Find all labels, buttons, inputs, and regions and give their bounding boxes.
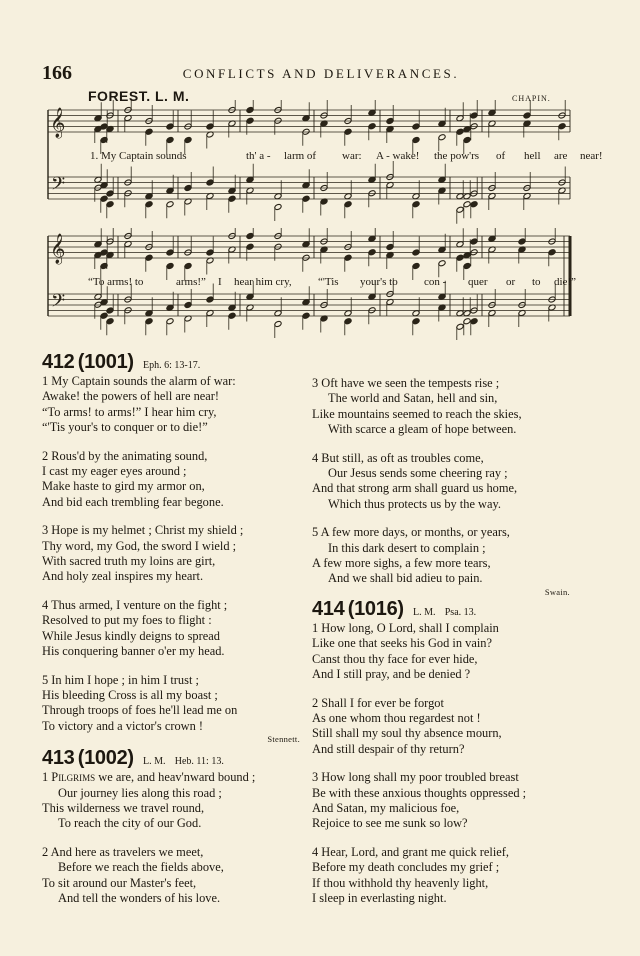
hymn-meter: L. M. [413,606,436,618]
lyric: “To arms! to [88,276,144,288]
verse-line: A few more sighs, a few more tears, [312,556,491,571]
verse-line: The world and Satan, hell and sin, [328,391,498,406]
verse-line: And I still pray, and be denied ? [312,667,471,682]
verse-line: 3 Hope is my helmet ; Christ my shield ; [42,523,244,538]
lyric: th' a - [246,150,271,162]
verse-line: Make haste to gird my armor on, [42,479,205,494]
right-column [312,376,574,906]
lyric: con - [424,276,447,288]
lyric: 1. My Captain sounds [90,150,187,162]
hymn-413-verse-1 [42,770,304,832]
verse-line: Thy word, my God, the sword I wield ; [42,538,237,553]
hymn-header-414 [312,597,574,621]
hymn-header-413 [42,746,304,770]
verse-line: His bleeding Cross is all my boast ; [42,687,218,702]
verse-line: 3 How long shall my poor troubled breast [312,770,519,785]
hymn-413-verse-4 [312,451,574,513]
lyric: near! [580,150,603,162]
verse-line: 5 A few more days, or months, or years, [312,525,510,540]
hymn-414-verse-4 [312,845,574,907]
svg-text:𝄢: 𝄢 [51,174,66,199]
lyric: “'Tis [318,276,339,288]
verse-line: Like mountains seemed to reach the skies, [312,406,522,421]
verse-line: And we shall bid adieu to pain. [328,571,483,586]
verse-line: 4 Thus armed, I venture on the fight ; [42,597,228,612]
lyric: war: [342,150,362,162]
hymn-header-412 [42,350,304,374]
hymn-number: 414 [312,597,345,620]
lyric-line-2 [88,276,576,288]
hymn-413-verse-5 [312,525,574,587]
hymn-412-verse-2 [42,449,304,511]
music-system-1 [42,100,574,225]
lyric: the pow'rs [434,150,480,162]
left-column [42,350,304,906]
lyric: of [496,150,506,162]
verse-line: 2 Rous'd by the animating sound, [42,448,208,463]
verse-line: Rejoice to see me sunk so low? [312,816,468,831]
hymn-alt-number: (1016) [347,597,404,620]
verse-line: 3 Oft have we seen the tempests rise ; [312,376,500,390]
verse-line: And holy zeal inspires my heart. [42,569,204,584]
verse-line: With scarce a gleam of hope between. [328,422,517,437]
verse-line: His conquering banner o'er my head. [42,644,225,659]
lyric: A - wake! [376,150,420,162]
lyric: hear him cry, [234,276,292,288]
verse-line: I cast my eager eyes around ; [42,464,187,479]
verse-line: 2 And here as travelers we meet, [42,844,204,859]
hymn-413-verse-2 [42,845,304,907]
hymn-number: 413 [42,747,75,770]
lyric: larm of [284,150,317,162]
running-title: CONFLICTS AND DELIVERANCES. [182,66,460,81]
lyric-line-1 [90,150,603,162]
svg-text:𝄞: 𝄞 [50,234,66,264]
verse-line: To victory and a victor's crown ! [42,718,204,733]
verse-line: If thou withhold thy heavenly light, [312,875,489,890]
hymn-414-verse-3 [312,770,574,832]
verse-line: And Satan, my malicious foe, [312,800,460,815]
verse-line: “'Tis your's to conquer or to die!” [42,420,208,435]
hymn-414-verse-2 [312,696,574,758]
hymn-413-verse-3 [312,376,574,438]
verse-line: Which thus protects us by the way. [328,496,501,511]
lyric: arms!” [176,276,206,288]
verse-line: In this dark desert to complain ; [328,540,486,555]
verse-line: 4 Hear, Lord, and grant me quick relief, [312,844,509,859]
verse-line: 2 Shall I for ever be forgot [312,695,444,710]
verse-line: While Jesus kindly deigns to spread [42,628,220,643]
verse-line: And that strong arm shall guard us home, [312,481,518,496]
verse-line: Before we reach the fields above, [58,860,224,875]
svg-text:𝄞: 𝄞 [50,108,66,138]
verse-line: To reach the city of our God. [58,816,202,831]
hymn-reference: Psa. 13. [444,606,477,618]
verse-line: As one whom thou regardest not ! [312,710,481,725]
hymn-412-verse-4 [42,598,304,660]
hymn-412-verse-5 [42,673,304,735]
hymn-414-verse-1 [312,621,574,683]
verse-line: Awake! the powers of hell are near! [42,389,220,404]
lyric: to [532,276,541,288]
page-number: 166 [42,62,72,84]
verse-line: To sit around our Master's feet, [42,875,197,890]
tune-composer: CHAPIN. [512,94,551,103]
verse-line: And bid each trembling fear begone. [42,494,224,509]
hymn-reference: Heb. 11: 13. [174,756,224,768]
hymn-number: 412 [42,351,75,373]
verse-line: With sacred truth my loins are girt, [42,554,216,569]
lyric: your's to [360,276,398,288]
verse-line: Our journey lies along this road ; [58,785,222,800]
hymn-412-verse-1 [42,374,304,436]
hymn-reference: Eph. 6: 13-17. [143,360,201,371]
lyric: are [554,150,568,162]
hymn-alt-number: (1002) [77,747,134,770]
verse-line: I sleep in everlasting night. [312,890,447,905]
verse-line: And still despair of thy return? [312,741,465,756]
verse-line: Be with these anxious thoughts oppressed ; [312,785,527,800]
page-header [42,62,600,82]
hymn-alt-number: (1001) [77,351,134,373]
verse-line: 5 In him I hope ; in him I trust ; [42,672,199,687]
lyric: I [218,276,222,288]
verse-line: Resolved to put my foes to flight : [42,613,212,628]
verse-line: Like one that seeks his God in vain? [312,636,492,651]
verse-line: Still shall my soul thy absence mourn, [312,726,502,741]
hymn-author: Stennett. [267,734,300,745]
lyric: hell [524,150,541,162]
verse-line: And tell the wonders of his love. [58,890,221,905]
hymn-author: Swain. [544,586,570,597]
lyric: die!” [554,276,576,288]
verse-line: This wilderness we travel round, [42,800,205,815]
lyric: quer [468,276,488,288]
hymn-meter: L. M. [143,756,166,768]
verse-line: 1 Pilgrims we are, and heav'nward bound ; [42,770,256,785]
verse-line: Before my death concludes my grief ; [312,860,500,875]
svg-text:𝄢: 𝄢 [51,291,66,316]
hymn-412-verse-3 [42,523,304,585]
verse-line: 4 But still, as oft as troubles come, [312,450,484,465]
verse-line: 1 How long, O Lord, shall I complain [312,620,499,635]
tune-name: FOREST. L. M. [88,88,190,104]
verse-line: 1 My Captain sounds the alarm of war: [42,374,236,388]
verse-line: “To arms! to arms!” I hear him cry, [42,404,217,419]
lyric: or [506,276,516,288]
verse-line: Our Jesus sends some cheering ray ; [328,466,508,481]
verse-line: Through troops of foes he'll lead me on [42,703,238,718]
verse-line: Canst thou thy face for ever hide, [312,651,478,666]
music-staff-system-1 [42,100,574,225]
